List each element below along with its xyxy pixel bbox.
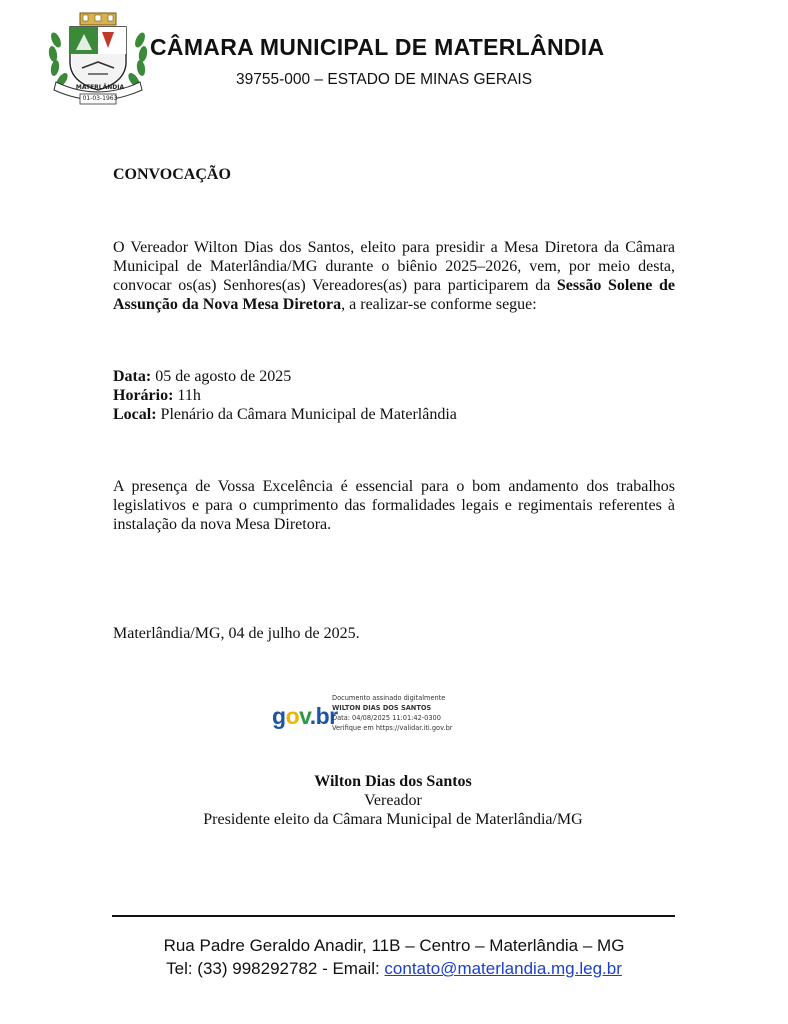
place-label: Local: [113,406,157,423]
municipal-crest-icon [42,10,154,106]
footer-email-link[interactable]: contato@materlandia.mg.leg.br [384,959,622,978]
crest-date: 01-03-1963 [82,95,118,102]
footer-divider [112,915,675,917]
footer-phone: Tel: (33) 998292782 - Email: [166,959,385,978]
signatory-name: Wilton Dias dos Santos [314,773,472,790]
digital-signature-stamp [270,692,490,742]
place-and-date: Materlândia/MG, 04 de julho de 2025. [113,625,360,642]
intro-paragraph [113,238,675,314]
signature-heading: Documento assinado digitalmente [332,694,446,702]
document-title: CONVOCAÇÃO [113,166,231,183]
date-label: Data: [113,368,152,385]
footer-contact [100,959,688,979]
crest-ribbon-text: MATERLÂNDIA [75,84,125,91]
time-row [113,386,673,405]
signatory-block [113,772,673,829]
date-value: 05 de agosto de 2025 [151,368,292,385]
closing-paragraph: A presença de Vossa Excelência é essencial para o bom andamento dos trabalhos legislativos e para o cumprimento das formalidades legais e regimentais referentes à instalação da nova Mesa Diretora. [113,478,675,533]
signatory-role: Vereador [364,792,422,809]
footer-address: Rua Padre Geraldo Anadir, 11B – Centro – Materlândia – MG [163,936,625,955]
signatory-position: Presidente eleito da Câmara Municipal de Materlândia/MG [203,811,583,828]
time-label: Horário: [113,387,174,404]
signature-verify: Verifique em https://validar.iti.gov.br [332,724,453,732]
chamber-subtitle: 39755-000 – ESTADO DE MINAS GERAIS [236,71,533,88]
intro-text: O Vereador Wilton Dias dos Santos, eleito para presidir a Mesa Diretora da Câmara Municipal de Materlândia/MG durante o biênio 2025–2026, vem, por meio desta, convocar os(as) Senhores(as) Vereadores(as) para participarem da [113,239,675,294]
time-value: 11h [173,387,201,404]
place-value: Plenário da Câmara Municipal de Materlândia [156,406,457,423]
session-details [113,367,673,424]
signature-date: Data: 04/08/2025 11:01:42-0300 [332,714,441,722]
intro-end: , a realizar-se conforme segue: [341,296,537,313]
place-row [113,405,673,424]
signature-signer: WILTON DIAS DOS SANTOS [332,704,432,712]
chamber-title: CÂMARA MUNICIPAL DE MATERLÂNDIA [150,34,605,60]
session-name: Sessão Solene de Assunção da Nova Mesa Diretora [113,277,675,313]
govbr-logo: gov.br [272,703,338,729]
date-row [113,367,673,386]
signature-details [332,693,452,733]
